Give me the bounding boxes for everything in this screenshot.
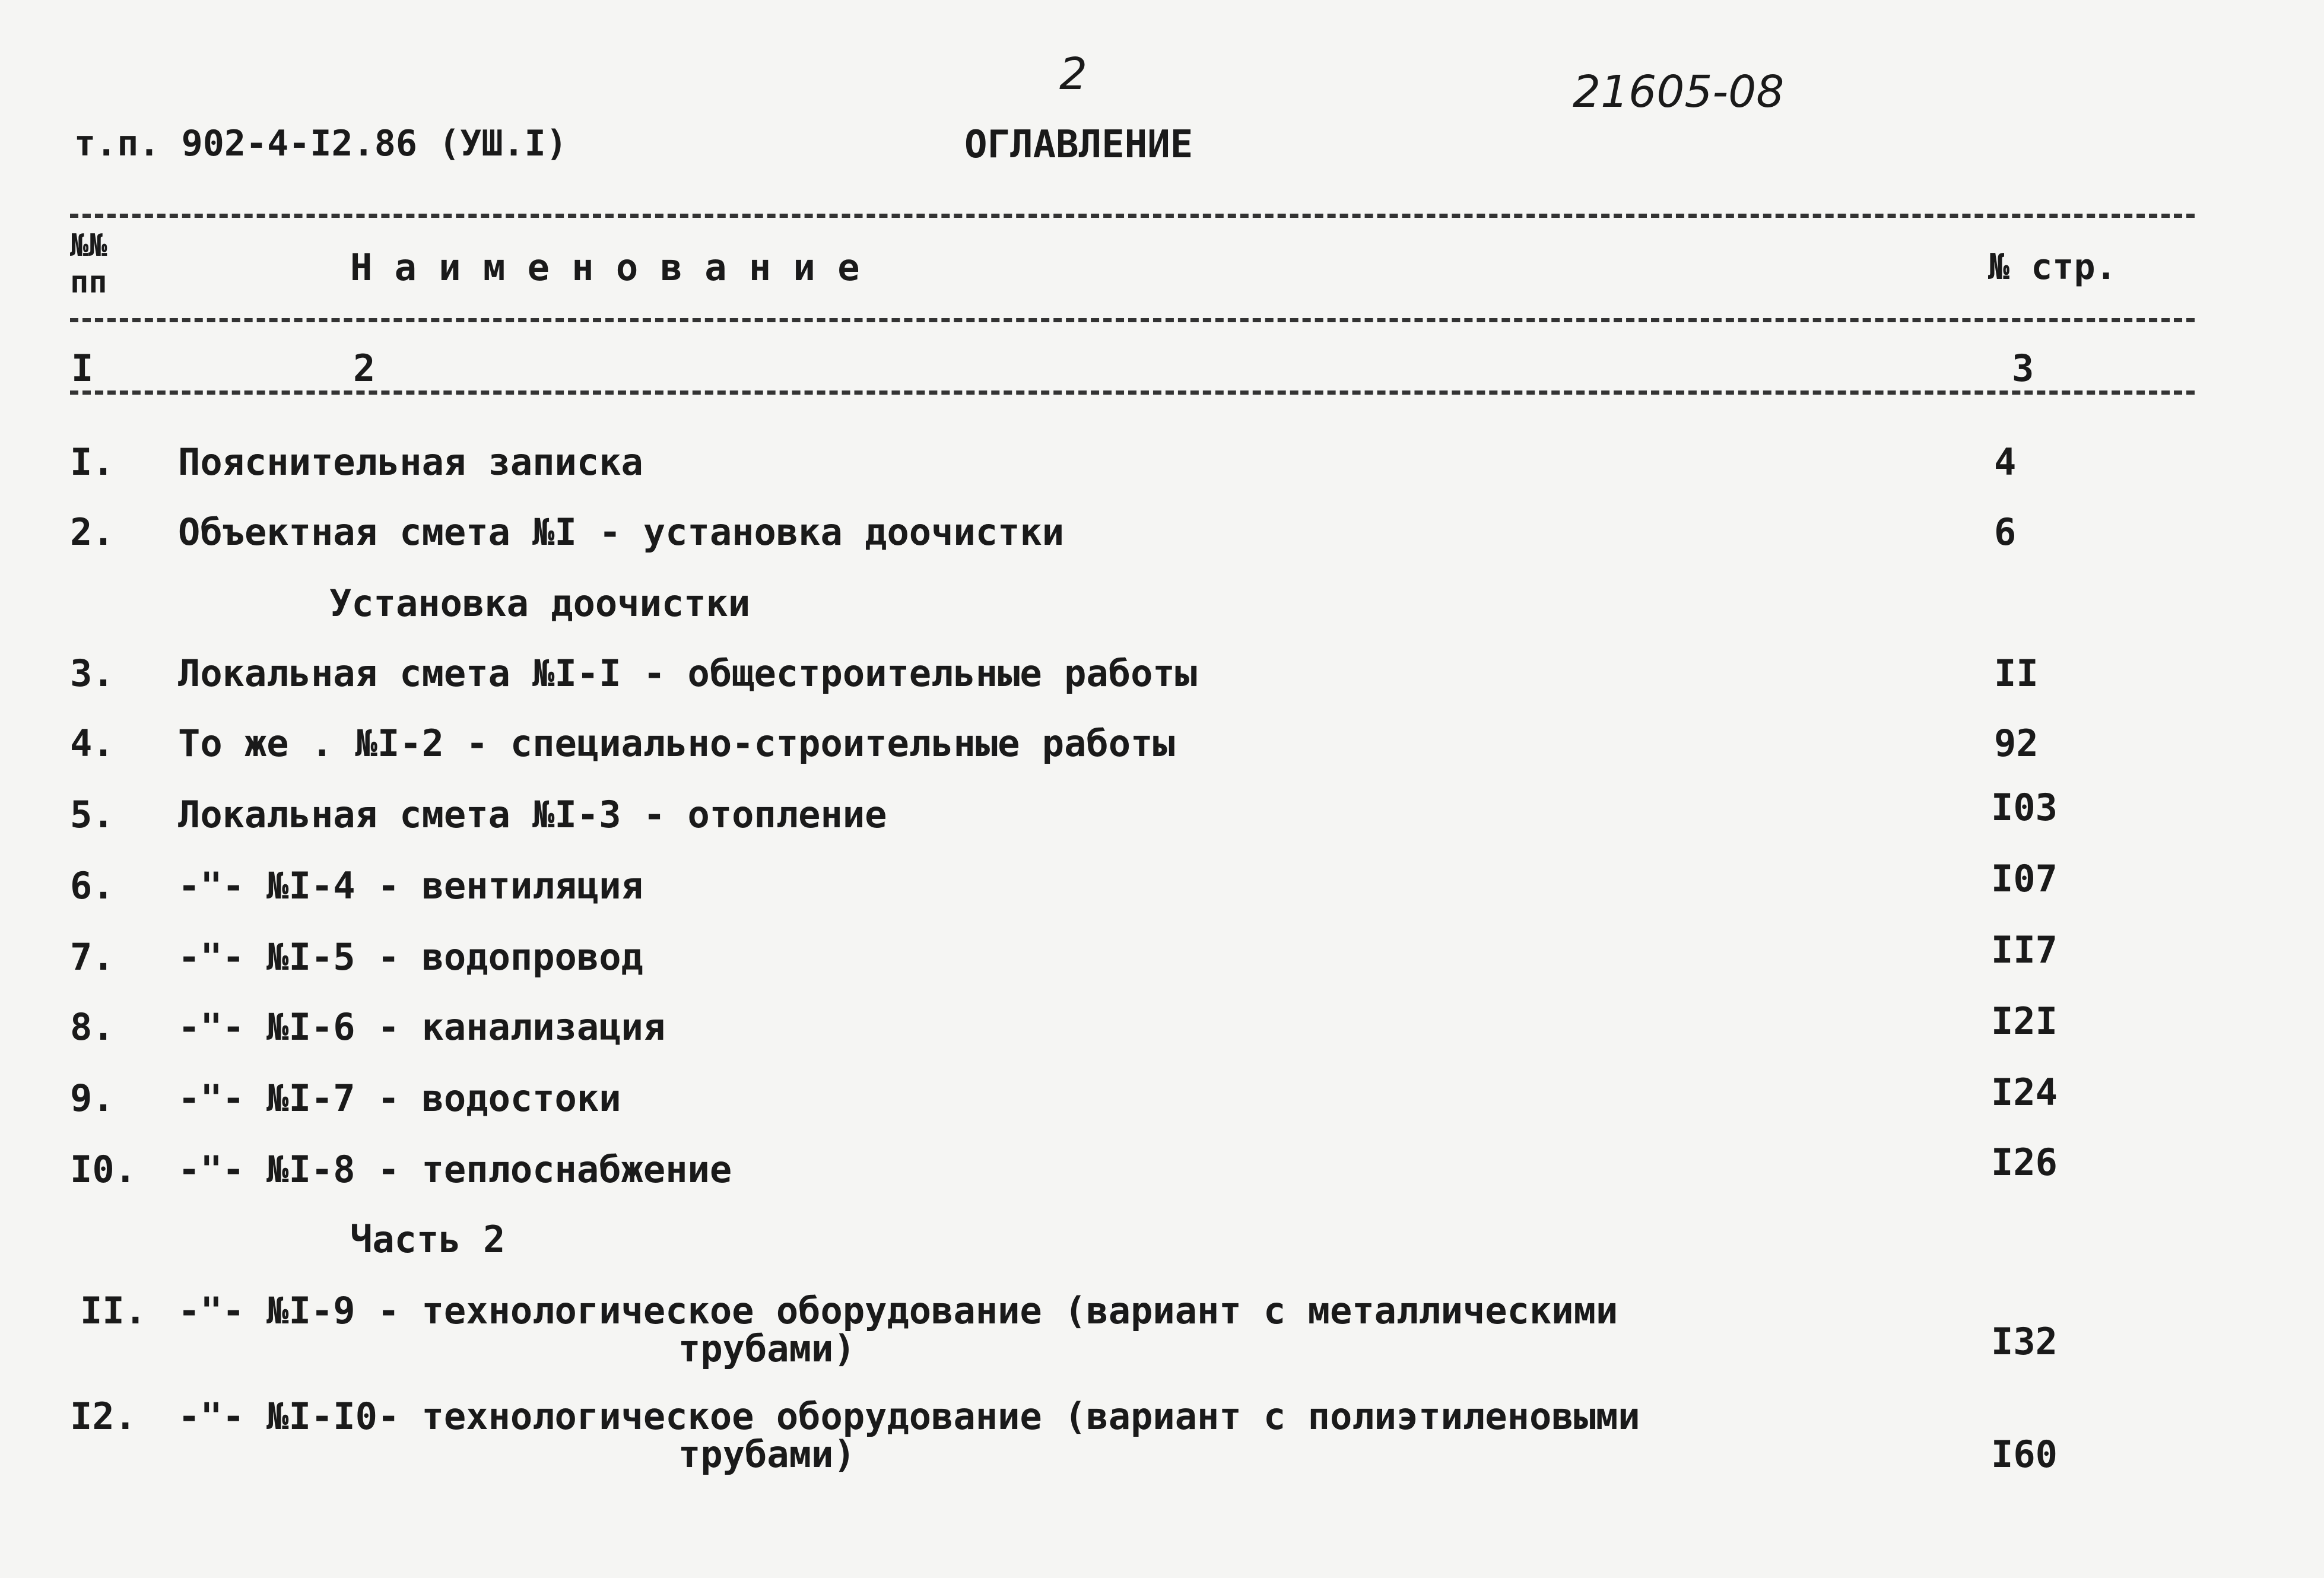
row-page: II7	[1991, 928, 2058, 971]
divider-header	[70, 318, 2195, 322]
section-heading: Установка доочистки	[329, 582, 751, 625]
divider-top	[70, 214, 2195, 218]
row-title: То же . №I-2 - специально-строительные работы	[178, 722, 1175, 765]
page-title: ОГЛАВЛЕНИЕ	[964, 123, 1193, 167]
row-title: Локальная смета №I-3 - отопление	[178, 793, 887, 836]
column-header-page: № стр.	[1988, 246, 2117, 288]
row-page: II	[1994, 652, 2039, 695]
row-number: 9.	[70, 1077, 115, 1120]
row-number: I.	[70, 440, 115, 484]
row-title: -"- №I-4 - вентиляция	[178, 864, 643, 907]
row-page: I60	[1991, 1433, 2058, 1476]
row-page: I03	[1991, 786, 2058, 829]
column-header-number: №№	[70, 228, 107, 263]
document-reference: т.п. 902-4-I2.86 (УШ.I)	[74, 123, 567, 164]
row-page: I24	[1991, 1071, 2058, 1114]
row-number: 6.	[70, 864, 115, 907]
row-number: I2.	[70, 1395, 136, 1438]
row-title: -"- №I-6 - канализация	[178, 1005, 666, 1049]
row-number: 3.	[70, 652, 115, 695]
row-title: -"- №I-8 - теплоснабжение	[178, 1148, 732, 1191]
row-title: Пояснительная записка	[178, 440, 643, 484]
column-header-number-sub: пп	[70, 265, 107, 300]
row-number: I0.	[70, 1148, 136, 1191]
row-title: Локальная смета №I-I - общестроительные работы	[178, 652, 1198, 695]
row-title-continuation: трубами)	[678, 1327, 856, 1370]
row-number: 7.	[70, 935, 115, 979]
row-page: I26	[1991, 1141, 2058, 1184]
row-number: 8.	[70, 1005, 115, 1049]
row-page: I32	[1991, 1320, 2058, 1363]
column-index-1: I	[71, 347, 94, 390]
row-title-continuation: трубами)	[678, 1433, 856, 1476]
row-title: Объектная смета №I - установка доочистки	[178, 510, 1065, 554]
row-page: 4	[1994, 440, 2017, 484]
row-number: II.	[80, 1289, 147, 1332]
divider-index	[70, 390, 2195, 395]
row-page: I07	[1991, 857, 2058, 900]
row-page: I2I	[1991, 999, 2058, 1043]
row-title: -"- №I-9 - технологическое оборудование (вариант с металлическими	[178, 1289, 1618, 1332]
row-number: 4.	[70, 722, 115, 765]
column-index-2: 2	[353, 347, 376, 390]
row-number: 2.	[70, 510, 115, 554]
column-header-name: Н а и м е н о в а н и е	[350, 246, 860, 289]
section-heading: Часть 2	[350, 1218, 506, 1261]
row-page: 6	[1994, 510, 2017, 554]
column-index-3: 3	[2012, 347, 2034, 390]
document-id: 21605-08	[1573, 66, 1785, 118]
row-title: -"- №I-7 - водостоки	[178, 1077, 621, 1120]
row-page: 92	[1994, 722, 2039, 765]
row-title: -"- №I-5 - водопровод	[178, 935, 643, 979]
row-title: -"- №I-I0- технологическое оборудование (вариант с полиэтиленовыми	[178, 1395, 1640, 1438]
row-number: 5.	[70, 793, 115, 836]
page-number: 2	[1059, 49, 1088, 100]
